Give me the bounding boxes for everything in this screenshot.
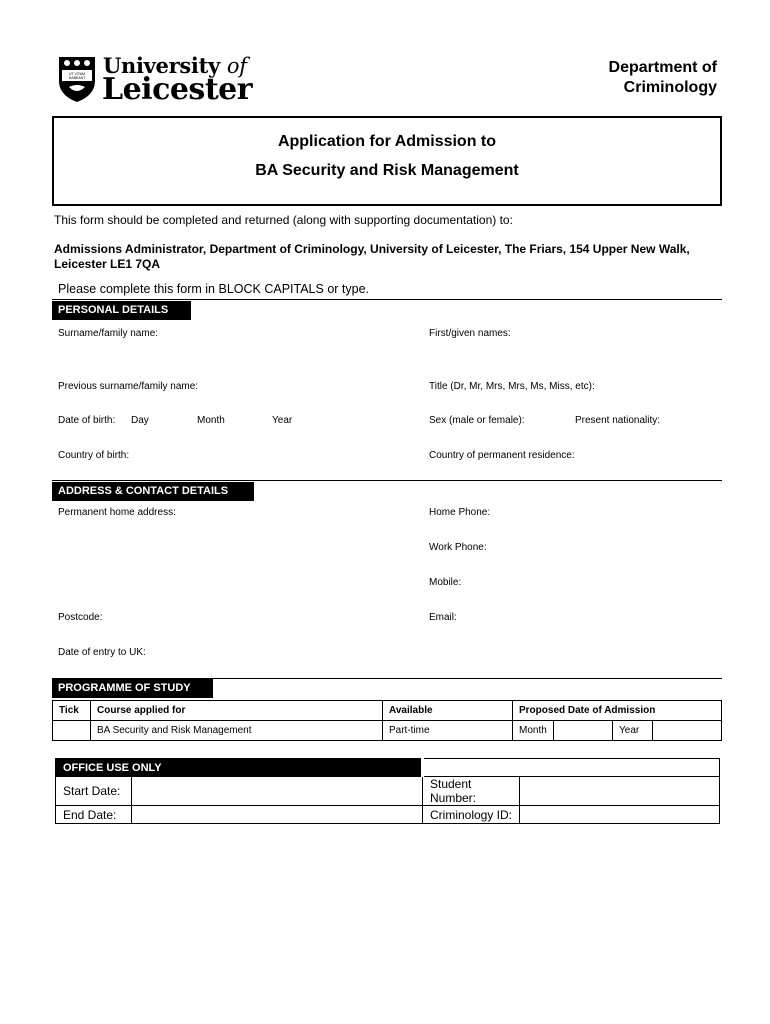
dob-month-label: Month [197, 415, 225, 426]
postcode-label: Postcode: [58, 612, 103, 623]
programme-header-row [53, 701, 722, 721]
country-residence-label: Country of permanent residence: [429, 450, 575, 461]
university-logo [57, 55, 262, 105]
form-subtitle: BA Security and Risk Management [255, 162, 519, 179]
sex-label: Sex (male or female): [429, 415, 525, 426]
month-field[interactable] [554, 721, 613, 741]
course-availability: Part-time [383, 721, 513, 741]
programme-table [52, 700, 722, 741]
intro-instruction: This form should be completed and returned (along with supporting documentation) to: [54, 213, 513, 227]
student-number-label: Student Number: [423, 777, 520, 806]
address-rule [52, 480, 722, 481]
criminology-id-field[interactable] [520, 806, 720, 824]
month-label: Month [513, 721, 554, 741]
office-row-1 [56, 777, 720, 806]
office-header-row [56, 759, 720, 777]
home-phone-label: Home Phone: [429, 507, 491, 518]
col-proposed: Proposed Date of Admission [513, 701, 722, 721]
office-use-heading: OFFICE USE ONLY [56, 759, 423, 777]
start-date-field[interactable] [132, 777, 423, 806]
work-phone-label: Work Phone: [429, 542, 487, 553]
start-date-label: Start Date: [56, 777, 132, 806]
student-number-field[interactable] [520, 777, 720, 806]
end-date-field[interactable] [132, 806, 423, 824]
logo-line2: Leicester [102, 72, 253, 107]
tick-box[interactable] [53, 721, 91, 741]
department-line2: Criminology [623, 79, 717, 96]
department-line1: Department of [608, 59, 717, 76]
block-capitals-note: Please complete this form in BLOCK CAPITALS or type. [58, 282, 370, 296]
entry-uk-label: Date of entry to UK: [58, 647, 146, 658]
personal-details-heading: PERSONAL DETAILS [52, 301, 191, 320]
surname-label: Surname/family name: [58, 328, 159, 339]
email-label: Email: [429, 612, 457, 623]
programme-heading: PROGRAMME OF STUDY [52, 679, 213, 698]
nationality-label: Present nationality: [575, 415, 661, 426]
previous-surname-label: Previous surname/family name: [58, 381, 199, 392]
logo-line1: University of [103, 53, 247, 78]
dob-year-label: Year [272, 415, 293, 426]
return-address: Admissions Administrator, Department of Criminology, University of Leicester, The Friars, 154 Upper New Walk, Leicester LE1 7QA [54, 242, 690, 271]
crest-motto: UT VITAM HABEANT [68, 72, 86, 80]
programme-course-row [53, 721, 722, 741]
form-title: Application for Admission to [277, 133, 497, 150]
address-contact-heading: ADDRESS & CONTACT DETAILS [52, 482, 254, 501]
mobile-label: Mobile: [429, 577, 462, 588]
country-birth-label: Country of birth: [58, 450, 130, 461]
title-box [52, 116, 722, 206]
end-date-label: End Date: [56, 806, 132, 824]
col-available: Available [383, 701, 513, 721]
year-field[interactable] [653, 721, 722, 741]
dob-label: Date of birth: [58, 415, 116, 426]
year-label: Year [613, 721, 653, 741]
first-names-label: First/given names: [429, 328, 511, 339]
col-tick: Tick [53, 701, 91, 721]
col-course: Course applied for [91, 701, 383, 721]
title-label: Title (Dr, Mr, Mrs, Mrs, Ms, Miss, etc): [429, 381, 595, 392]
office-use-table [55, 758, 720, 824]
course-name: BA Security and Risk Management [91, 721, 383, 741]
personal-rule [52, 299, 722, 300]
department-name [609, 58, 717, 98]
dob-day-label: Day [131, 415, 149, 426]
criminology-id-label: Criminology ID: [423, 806, 520, 824]
office-row-2 [56, 806, 720, 824]
home-address-label: Permanent home address: [58, 507, 176, 518]
